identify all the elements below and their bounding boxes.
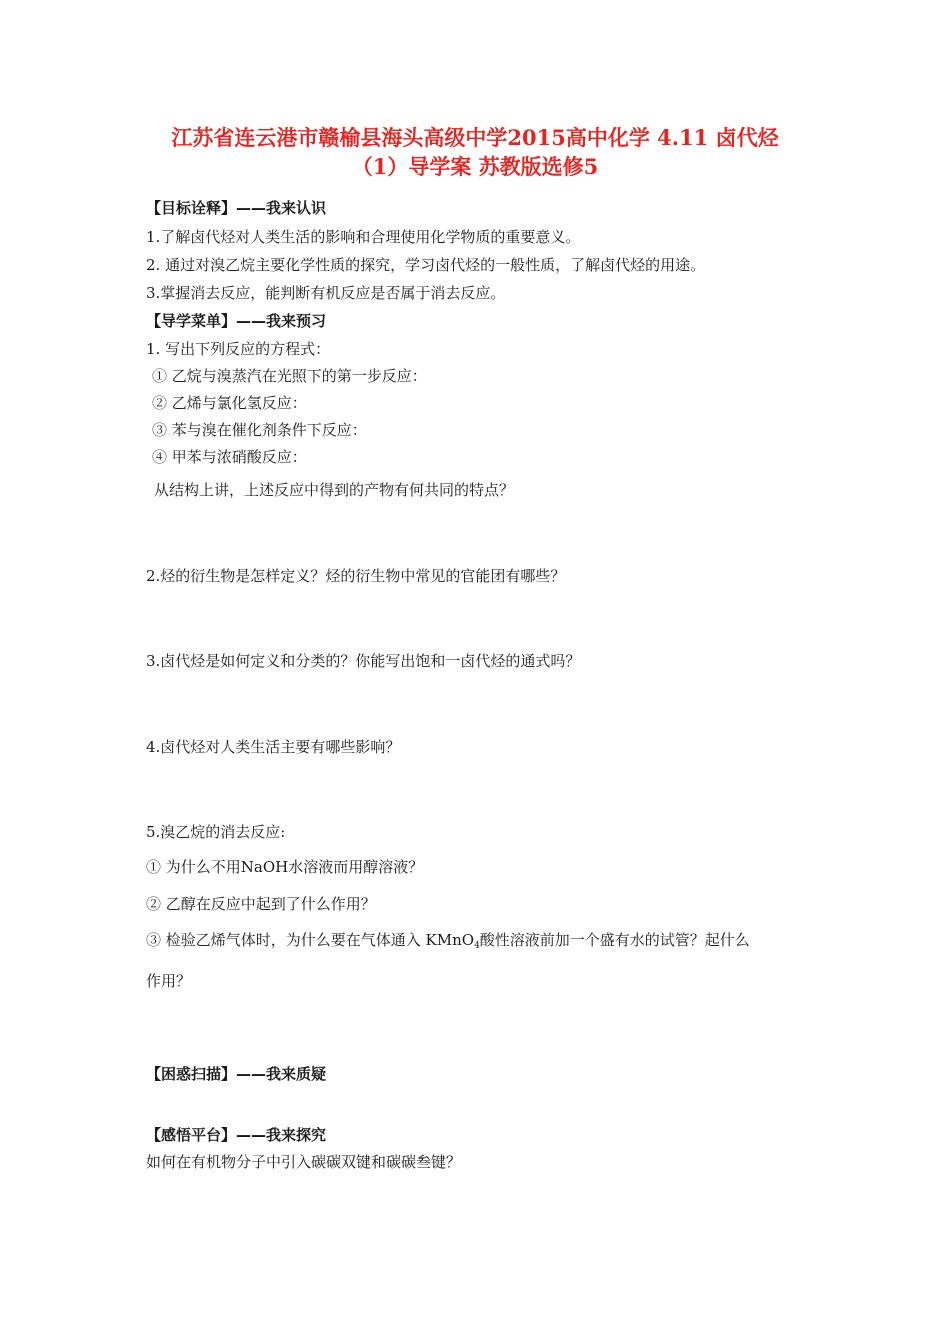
preview-heading: 【导学菜单】——我来预习: [146, 312, 327, 330]
question-2: 2.烃的衍生物是怎样定义？烃的衍生物中常见的官能团有哪些？: [146, 567, 566, 585]
explore-heading: 【感悟平台】——我来探究: [146, 1126, 327, 1144]
question-1-followup: 从结构上讲，上述反应中得到的产物有何共同的特点？: [154, 481, 515, 499]
question-5-item-3-text: ③ 检验乙烯气体时，为什么要在气体通入 KMnO: [146, 931, 475, 949]
question-5-item-3: [146, 930, 750, 953]
goal-item-2: 2. 通过对溴乙烷主要化学性质的探究，学习卤代烃的一般性质，了解卤代烃的用途。: [146, 256, 706, 274]
question-3: 3.卤代烃是如何定义和分类的？你能写出饱和一卤代烃的通式吗？: [146, 652, 581, 670]
question-5-item-3-text-rest: 酸性溶液前加一个盛有水的试管？起什么: [479, 931, 750, 949]
document-title-line2: （1）导学案 苏教版选修5: [351, 154, 599, 179]
question-1-item-4: ④ 甲苯与浓硝酸反应：: [152, 448, 307, 466]
question-1: 1. 写出下列反应的方程式：: [146, 340, 331, 358]
doubts-heading: 【困惑扫描】——我来质疑: [146, 1065, 327, 1083]
document-title-line1: 江苏省连云港市赣榆县海头高级中学2015高中化学 4.11 卤代烃: [171, 125, 779, 150]
question-1-item-2: ② 乙烯与氯化氢反应：: [152, 394, 307, 412]
question-5-item-2: ② 乙醇在反应中起到了什么作用？: [146, 895, 376, 913]
goal-item-3: 3.掌握消去反应，能判断有机反应是否属于消去反应。: [146, 284, 506, 302]
question-5-item-1: ① 为什么不用NaOH水溶液而用醇溶液？: [146, 858, 424, 876]
question-5-item-3-continued: 作用？: [146, 972, 192, 990]
question-4: 4.卤代烃对人类生活主要有哪些影响？: [146, 738, 401, 756]
question-5: 5.溴乙烷的消去反应:: [146, 823, 286, 841]
subscript-4: 4: [474, 941, 480, 951]
explore-question: 如何在有机物分子中引入碳碳双键和碳碳叁键？: [146, 1153, 462, 1171]
goal-item-1: 1.了解卤代烃对人类生活的影响和合理使用化学物质的重要意义。: [146, 228, 581, 246]
question-1-item-1: ① 乙烷与溴蒸汽在光照下的第一步反应：: [152, 367, 427, 385]
question-1-item-3: ③ 苯与溴在催化剂条件下反应：: [152, 421, 367, 439]
goals-heading: 【目标诠释】——我来认识: [146, 199, 327, 217]
